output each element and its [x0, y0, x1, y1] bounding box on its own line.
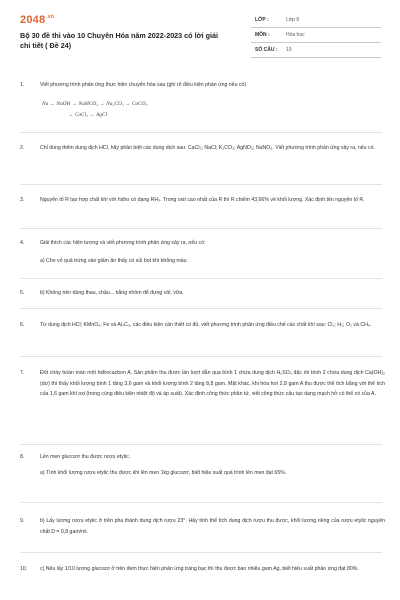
document-info-table: [251, 13, 381, 58]
document-title: Bộ 30 đề thi vào 10 Chuyên Hóa năm 2022-2023 có lời giải chi tiết ( Đề 24): [20, 31, 219, 50]
question-number: 9.: [20, 518, 25, 524]
divider: [20, 356, 382, 357]
question-count-label: SỐ CÂU :: [255, 47, 278, 53]
divider: [20, 278, 382, 279]
question-number: 8.: [20, 454, 25, 460]
question-number: 1.: [20, 82, 25, 88]
question-number: 4.: [20, 240, 25, 246]
question-text: a) Cho vỏ quả trứng vào giấm ăn thấy có sủi bọt khí không màu.: [40, 258, 188, 264]
question-count-value: 10: [286, 47, 292, 53]
question-text: Lên men glucozơ thu được rượu etylic.: [40, 454, 131, 460]
question-text: Viết phương trình phản ứng thực hiện chuyển hóa sau (ghi rõ điều kiện phản ứng nếu có): [40, 82, 247, 88]
divider: [20, 502, 382, 503]
subject-value: Hóa học: [286, 32, 305, 38]
divider: [20, 444, 382, 445]
question-count-row: [251, 43, 381, 58]
class-row: [251, 13, 381, 28]
question-number: 6.: [20, 322, 25, 328]
subject-row: [251, 28, 381, 43]
question-number: 7.: [20, 370, 25, 376]
site-logo[interactable]: $2048^{.vn}$: [20, 14, 55, 26]
divider: [20, 184, 382, 185]
divider: [20, 552, 382, 553]
question-text: b) Lấy lượng rượu etylic ở trên pha thành dung dịch rượu 23°. Hãy tính thể tích dung dịch rượu thu được, khối lượng riêng của rượu etylic nguyên chất D = 0,8 gam/ml.: [40, 518, 385, 535]
divider: [20, 228, 382, 229]
class-value: Lớp 9: [286, 17, 300, 23]
question-text: a) Tính khối lượng rượu etylic thu được khi lên men 1kg glucozơ, biết hiệu suất quá trình lên men đạt 65%.: [40, 470, 287, 476]
question-number: 2.: [20, 145, 25, 151]
reaction-chain-line-2: → CaCl₂ → AgCl: [68, 112, 108, 118]
question-number: 10.: [20, 566, 28, 572]
question-text: Từ dung dịch HCl; KMnO₄; Fe và Al₄C₃, các điều kiện cần thiết có đủ, viết phương trình phản ứng điều chế các chất khí sau: Cl₂; H₂; O₂ và CH₄.: [40, 322, 372, 328]
question-number: 3.: [20, 197, 25, 203]
subject-label: MÔN :: [255, 32, 270, 38]
class-label: LỚP :: [255, 17, 269, 23]
reaction-chain-line-1: Na → NaOH → NaHCO₃ → Na₂CO₃ → CaCO₃: [42, 101, 148, 107]
question-text: c) Nếu lấy 1/10 lượng glucozơ ở trên đem thực hiện phản ứng tráng bạc thì thu được bao nhiêu gam Ag, biết hiệu suất phản ứng đạt 80%.: [40, 566, 359, 572]
question-text: Nguyên tố R tạo hợp chất khí với hiđro có dạng RH₃. Trong oxit cao nhất của R thì R chiếm 43,66% về khối lượng. Xác định tên nguyên tố R.: [40, 197, 365, 203]
question-text: Chỉ dùng thêm dung dịch HCl, hãy phân biệt các dung dịch sau: CaCl₂; NaCl; K₂CO₃; AgNO₃; NaNO₃. Viết phương trình phản ứng xảy ra, nếu có.: [40, 145, 375, 151]
divider: [20, 132, 382, 133]
question-text: Đốt cháy hoàn toàn một hiđrocacbon A. Sản phẩm thu được lần lượt dẫn qua bình 1 chứa dung dịch H₂SO₄ đặc rồi bình 2 chứa dung dịch Ca(OH)₂ (dư) thì thấy khối lượng bình 1 tăng 3,6 gam và khối lượng bình 2 tăng 8,8 gam. Mặt khác, khi hóa hơi 2,8 gam A thu được thể tích bằng với thể tích của 1,6 gam khí oxi (trong cùng điều kiện nhiệt độ và áp suất). Xác định công thức phân tử, viết công thức cấu tạo dạng mạch hở có thể có của A.: [40, 370, 385, 397]
question-text: b) Không nên dùng thau, chậu... bằng nhôm để đựng vôi, vữa.: [40, 290, 184, 296]
question-number: 5.: [20, 290, 25, 296]
divider: [20, 308, 382, 309]
question-text: Giải thích các hiện tượng và viết phương trình phản ứng xảy ra, nếu có:: [40, 240, 206, 246]
